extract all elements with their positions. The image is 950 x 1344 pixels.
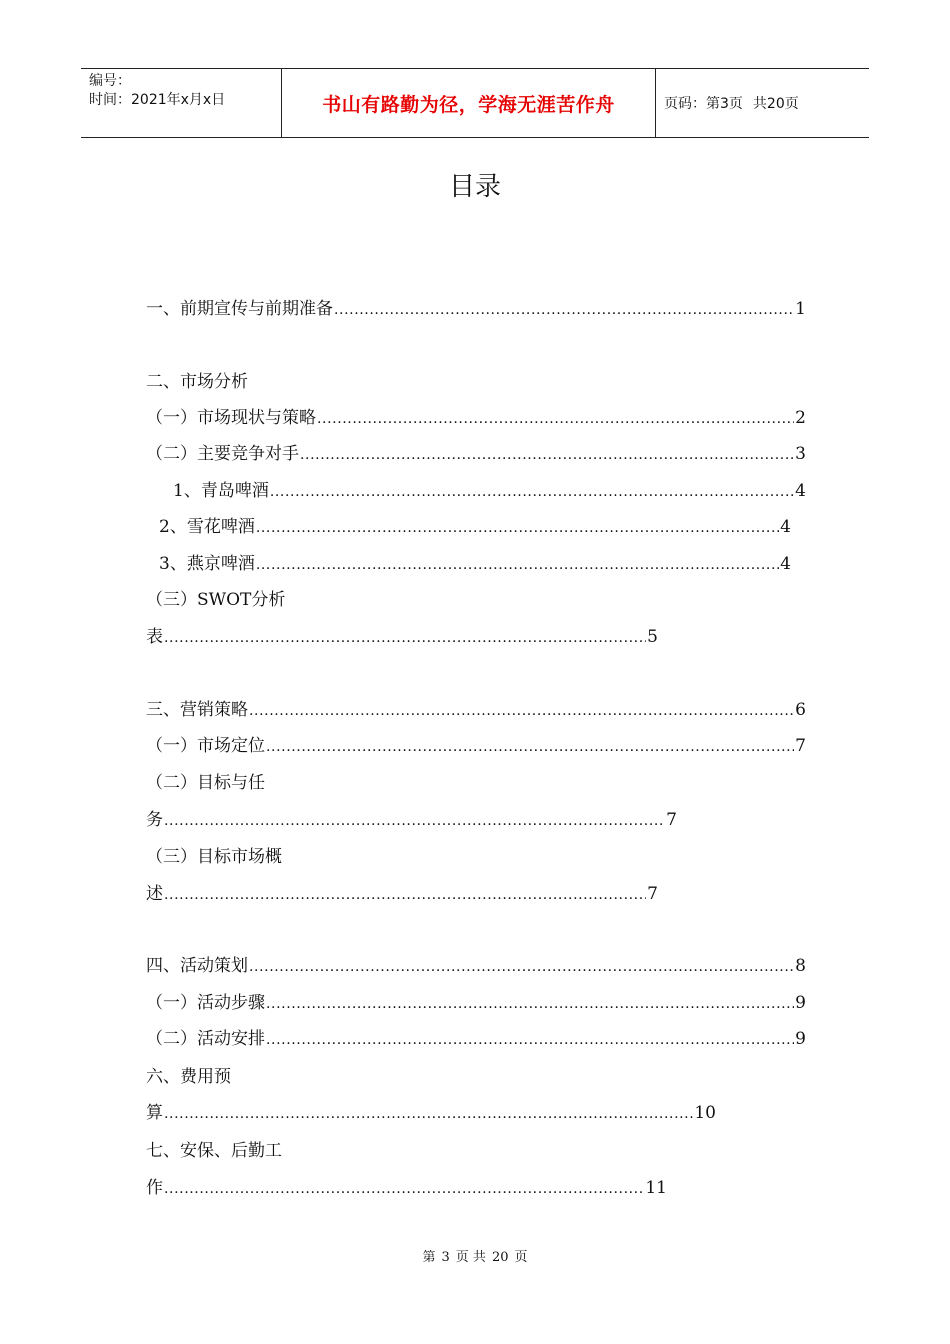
footer-mid: 页 共	[455, 1250, 486, 1265]
toc-entry-text: （二）活动安排	[146, 1029, 265, 1049]
toc-entry-text: （一）市场定位	[146, 736, 265, 756]
toc-entry[interactable]	[146, 1066, 231, 1088]
header-motto-cell	[281, 69, 656, 137]
toc-entry-text: （二）目标与任	[146, 773, 265, 793]
toc-leader	[164, 1103, 693, 1125]
toc-entry[interactable]	[146, 772, 265, 794]
toc-entry[interactable]	[146, 589, 285, 611]
footer-page: 3	[441, 1250, 450, 1265]
toc-leader	[164, 810, 665, 832]
toc-entry-text: 六、费用预	[146, 1067, 231, 1087]
total-label: 共20页	[752, 96, 799, 112]
toc-entry-text: （一）活动步骤	[146, 993, 265, 1013]
page-title: 目录	[448, 172, 501, 202]
toc-leader	[266, 1029, 794, 1051]
toc-entry-page: 7	[647, 884, 658, 904]
toc-entry[interactable]	[146, 407, 806, 429]
toc-entry-text: （三）目标市场概	[146, 847, 282, 867]
toc-entry[interactable]	[146, 1102, 716, 1124]
toc-leader	[164, 627, 646, 649]
toc-entry[interactable]	[146, 992, 806, 1014]
toc-entry[interactable]	[146, 699, 806, 721]
toc-entry-page: 4	[780, 554, 791, 574]
footer-total: 20	[491, 1250, 509, 1265]
toc-leader	[164, 884, 646, 906]
toc-leader	[249, 956, 794, 978]
toc-entry[interactable]	[146, 1140, 282, 1162]
toc-entry[interactable]	[146, 1028, 806, 1050]
toc-entry-text: 算	[146, 1103, 163, 1123]
toc-entry-page: 2	[795, 408, 806, 428]
toc-entry-text: （三）SWOT分析	[146, 590, 286, 610]
toc-entry-text: 务	[146, 810, 163, 830]
motto-text: 书山有路勤为径，学海无涯苦作舟	[322, 93, 615, 116]
toc-entry-text: 述	[146, 884, 163, 904]
toc-entry[interactable]	[146, 883, 658, 905]
toc-entry-text: （一）市场现状与策略	[146, 408, 316, 428]
toc-entry-page: 10	[694, 1103, 716, 1123]
toc-leader	[256, 554, 779, 576]
toc-entry[interactable]	[146, 443, 806, 465]
header-meta	[81, 69, 281, 137]
toc-entry[interactable]	[159, 516, 791, 538]
footer-suffix: 页	[514, 1250, 528, 1265]
toc-entry-text: 三、营销策略	[146, 700, 248, 720]
toc-entry-page: 8	[795, 956, 806, 976]
toc-entry[interactable]	[146, 955, 806, 977]
toc-entry-text: 2、雪花啤酒	[159, 517, 255, 537]
toc-entry-page: 7	[795, 736, 806, 756]
toc-entry-text: 七、安保、后勤工	[146, 1141, 282, 1161]
toc-entry-text: （二）主要竞争对手	[146, 444, 299, 464]
toc-entry[interactable]	[146, 846, 282, 868]
toc-entry-page: 1	[795, 299, 806, 319]
toc-entry-page: 7	[666, 810, 677, 830]
toc-entry-page: 3	[795, 444, 806, 464]
page-header	[81, 68, 869, 138]
toc-entry-text: 四、活动策划	[146, 956, 248, 976]
toc-entry-page: 9	[795, 1029, 806, 1049]
toc-leader	[249, 700, 794, 722]
number-label: 编号：	[89, 73, 131, 89]
toc-entry-page: 5	[647, 627, 658, 647]
toc-entry[interactable]	[146, 298, 806, 320]
toc-entry[interactable]	[146, 1177, 667, 1199]
toc-leader	[270, 481, 794, 503]
toc-entry-page: 9	[795, 993, 806, 1013]
toc-entry[interactable]	[146, 626, 658, 648]
toc-entry-text: 二、市场分析	[146, 372, 248, 392]
toc-leader	[317, 408, 794, 430]
toc-leader	[266, 736, 794, 758]
toc-leader	[164, 1178, 644, 1200]
toc-entry-text: 一、前期宣传与前期准备	[146, 299, 333, 319]
page-label: 页码：第3页	[664, 96, 743, 112]
header-page-info	[654, 69, 869, 137]
toc-leader	[266, 993, 794, 1015]
toc-leader	[300, 444, 794, 466]
toc-entry-text: 3、燕京啤酒	[159, 554, 255, 574]
toc-entry[interactable]	[173, 480, 806, 502]
toc-entry-page: 6	[795, 700, 806, 720]
toc-entry-text: 作	[146, 1178, 163, 1198]
toc-entry-page: 4	[780, 517, 791, 537]
toc-entry-page: 4	[795, 481, 806, 501]
footer-prefix: 第	[422, 1250, 436, 1265]
toc-entry[interactable]	[159, 553, 791, 575]
toc-entry[interactable]	[146, 735, 806, 757]
toc-leader	[334, 299, 794, 321]
toc-entry[interactable]	[146, 809, 677, 831]
toc-leader	[256, 517, 779, 539]
toc-entry-text: 1、青岛啤酒	[173, 481, 269, 501]
toc-entry-text: 表	[146, 627, 163, 647]
toc-entry-page: 11	[645, 1178, 667, 1198]
toc-entry[interactable]	[146, 371, 248, 393]
time-label: 时间：2021年x月x日	[89, 92, 226, 108]
page-footer	[0, 1246, 950, 1265]
